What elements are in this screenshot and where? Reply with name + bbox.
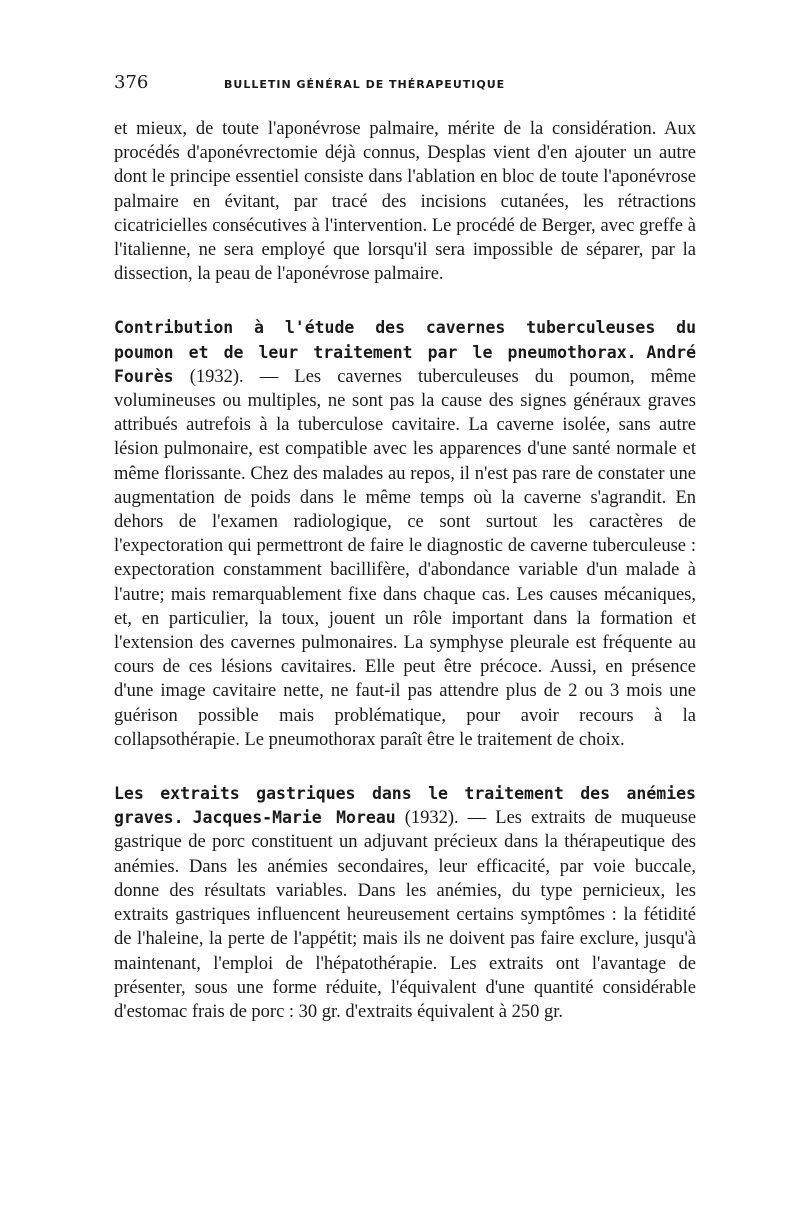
page-number: 376 (114, 72, 149, 93)
article-title: Les extraits gastriques dans le traitement des anémies graves. (114, 784, 696, 828)
article-year: (1932). (189, 366, 244, 387)
article-year: (1932). (404, 808, 459, 829)
article-separator: — (259, 366, 279, 387)
article-title: Contribution à l'étude des cavernes tuberculeuses du poumon et de leur traitement par le pneumothorax. (114, 318, 696, 362)
running-title: BULLETIN GÉNÉRAL DE THÉRAPEUTIQUE (224, 78, 506, 91)
article-body: Les cavernes tuberculeuses du poumon, même volumineuses ou multiples, ne sont pas la cause des signes généraux graves attribués autrefois à la tuberculose cavitaire. La caverne isolée, sans autre lésion pulmonaire, est compatible avec les apparences d'une santé normale et même florissante. Chez des malades au repos, il n'est pas rare de constater une augmentation de poids dans le même temps où la caverne s'agrandit. En dehors de l'examen radiologique, ce sont surtout les caractères de l'expectoration qui permettront de faire le diagnostic de caverne tuberculeuse : expectoration constamment bacillifère, d'abondance variable d'un malade à l'autre; mais remarquablement fixe dans chaque cas. Les causes mécaniques, et, en particulier, la toux, jouent un rôle important dans la formation et l'extension des cavernes pulmonaires. La symphyse pleurale est fréquente au cours de ces lésions cavitaires. Elle peut être précoce. Aussi, en présence d'une image cavitaire nette, ne faut-il pas attendre plus de 2 ou 3 mois une guérison possible mais problématique, pour avoir recours à la collapsothérapie. Le pneumothorax paraît être le traitement de choix. (114, 366, 696, 750)
continuation-paragraph: et mieux, de toute l'aponévrose palmaire, mérite de la considération. Aux procédés d'aponévrectomie déjà connus, Desplas vient d'en ajouter un autre dont le principe essentiel consiste dans l'ablation en bloc de toute l'aponévrose palmaire en évitant, par tracé des incisions cutanées, les rétractions cicatricielles consécutives à l'intervention. Le procédé de Berger, avec greffe à l'italienne, ne sera employé que lorsqu'il sera impossible de séparer, par la dissection, la peau de l'aponévrose palmaire. (114, 119, 696, 285)
article-contribution-cavernes (114, 316, 696, 752)
article-author: Jacques-Marie Moreau (192, 808, 396, 828)
article-body: Les extraits de muqueuse gastrique de porc constituent un adjuvant précieux dans la thérapeutique des anémies. Dans les anémies secondaires, leur efficacité, par voie buccale, donne des résultats variables. Dans les anémies, du type pernicieux, les extraits gastriques influencent heureusement certains symptômes : la fétidité de l'haleine, la perte de l'appétit; mais ils ne doivent pas faire exclure, jusqu'à maintenant, l'emploi de l'hépatothérapie. Les extraits ont l'avantage de présenter, sous une forme réduite, l'équivalent d'une quantité considérable d'estomac frais de porc : 30 gr. d'extraits équivalent à 250 gr. (114, 808, 697, 1022)
article-extraits-gastriques (114, 782, 696, 1024)
article-separator: — (467, 808, 487, 829)
page-header (114, 72, 696, 93)
article-author: André Fourès (114, 342, 697, 386)
